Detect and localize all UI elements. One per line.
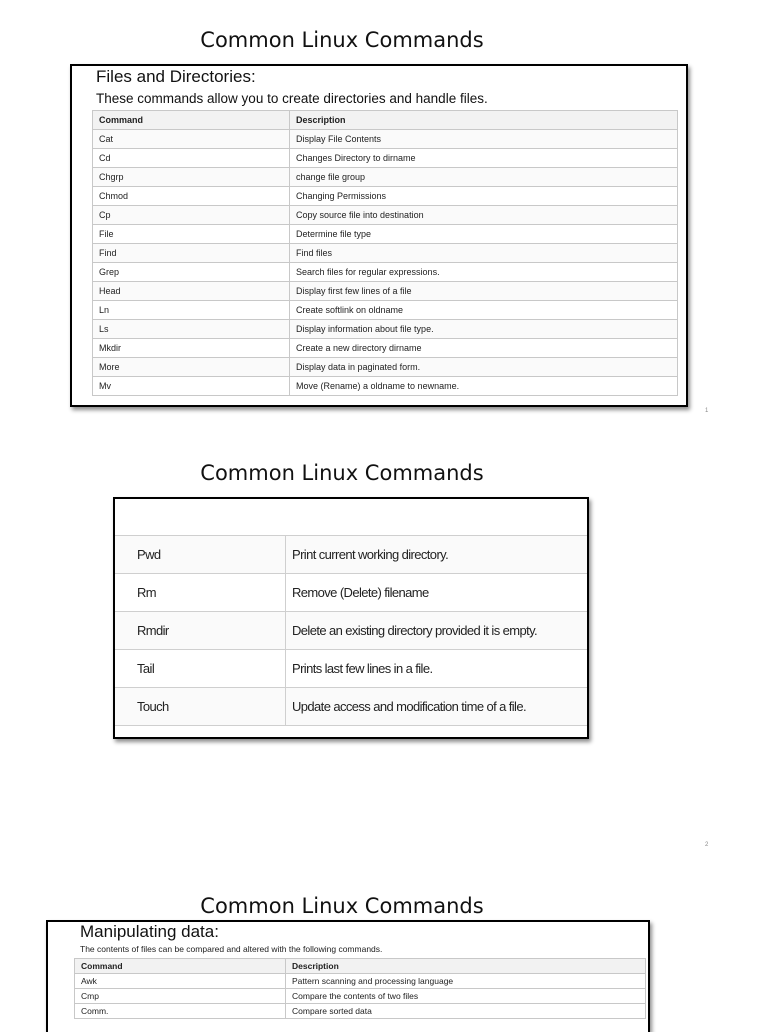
table-row (75, 1004, 646, 1019)
command-cell: Rmdir (115, 612, 286, 650)
description-cell: Search files for regular expressions. (290, 263, 678, 282)
description-cell: Display first few lines of a file (290, 282, 678, 301)
description-cell: Delete an existing directory provided it is empty. (286, 612, 588, 650)
table-header-row (93, 111, 678, 130)
description-cell: Create softlink on oldname (290, 301, 678, 320)
command-cell: Ln (93, 301, 290, 320)
description-cell: Display data in paginated form. (290, 358, 678, 377)
files-directories-table (92, 110, 678, 396)
more-commands-table (115, 535, 587, 726)
command-cell: Touch (115, 688, 286, 726)
section-heading: Files and Directories: (96, 67, 256, 86)
command-cell: Chgrp (93, 168, 290, 187)
command-cell: Cd (93, 149, 290, 168)
description-cell: Changes Directory to dirname (290, 149, 678, 168)
command-cell: Pwd (115, 536, 286, 574)
command-cell: Ls (93, 320, 290, 339)
table-row (93, 377, 678, 396)
command-cell: Awk (75, 974, 286, 989)
command-cell: Cp (93, 206, 290, 225)
table-row (115, 536, 587, 574)
table-row (75, 989, 646, 1004)
table-row (93, 206, 678, 225)
description-cell: Pattern scanning and processing language (286, 974, 646, 989)
command-cell: Tail (115, 650, 286, 688)
description-cell: Compare sorted data (286, 1004, 646, 1019)
slide-2-content (113, 497, 589, 739)
description-cell: Copy source file into destination (290, 206, 678, 225)
section-subheading: These commands allow you to create directories and handle files. (96, 91, 488, 106)
slide-2-title: Common Linux Commands (200, 461, 484, 485)
section-heading: Manipulating data: (80, 922, 219, 941)
table-row (115, 688, 587, 726)
table-row (93, 358, 678, 377)
table-row (115, 612, 587, 650)
slide-3-content (46, 920, 650, 1032)
command-cell: Cat (93, 130, 290, 149)
table-row (93, 187, 678, 206)
command-cell: Mkdir (93, 339, 290, 358)
description-cell: Remove (Delete) filename (286, 574, 588, 612)
table-row (93, 320, 678, 339)
slide-1-title: Common Linux Commands (200, 28, 484, 52)
description-cell: Determine file type (290, 225, 678, 244)
command-cell: Comm. (75, 1004, 286, 1019)
table-row (115, 650, 587, 688)
description-cell: Print current working directory. (286, 536, 588, 574)
description-cell: Display File Contents (290, 130, 678, 149)
table-row (93, 244, 678, 263)
table-row (115, 574, 587, 612)
description-cell: change file group (290, 168, 678, 187)
description-cell: Create a new directory dirname (290, 339, 678, 358)
command-cell: Mv (93, 377, 290, 396)
table-row (93, 130, 678, 149)
table-row (93, 149, 678, 168)
command-cell: More (93, 358, 290, 377)
table-header-row (75, 959, 646, 974)
description-cell: Compare the contents of two files (286, 989, 646, 1004)
description-cell: Update access and modification time of a file. (286, 688, 588, 726)
command-cell: Rm (115, 574, 286, 612)
page-number: 1 (705, 408, 709, 414)
table-row (93, 263, 678, 282)
description-cell: Prints last few lines in a file. (286, 650, 588, 688)
description-cell: Move (Rename) a oldname to newname. (290, 377, 678, 396)
table-row (75, 974, 646, 989)
column-header-command: Command (75, 959, 286, 974)
slide-3-title: Common Linux Commands (200, 894, 484, 918)
column-header-description: Description (290, 111, 678, 130)
command-cell: File (93, 225, 290, 244)
manipulating-data-table (74, 958, 646, 1019)
command-cell: Grep (93, 263, 290, 282)
page-number: 2 (705, 842, 709, 848)
column-header-command: Command (93, 111, 290, 130)
column-header-description: Description (286, 959, 646, 974)
slide-1-content (70, 64, 688, 407)
description-cell: Display information about file type. (290, 320, 678, 339)
command-cell: Chmod (93, 187, 290, 206)
table-row (93, 168, 678, 187)
command-cell: Cmp (75, 989, 286, 1004)
table-row (93, 301, 678, 320)
description-cell: Changing Permissions (290, 187, 678, 206)
command-cell: Head (93, 282, 290, 301)
table-row (93, 339, 678, 358)
section-subheading: The contents of files can be compared and altered with the following commands. (80, 944, 383, 954)
table-row (93, 225, 678, 244)
description-cell: Find files (290, 244, 678, 263)
table-row (93, 282, 678, 301)
command-cell: Find (93, 244, 290, 263)
